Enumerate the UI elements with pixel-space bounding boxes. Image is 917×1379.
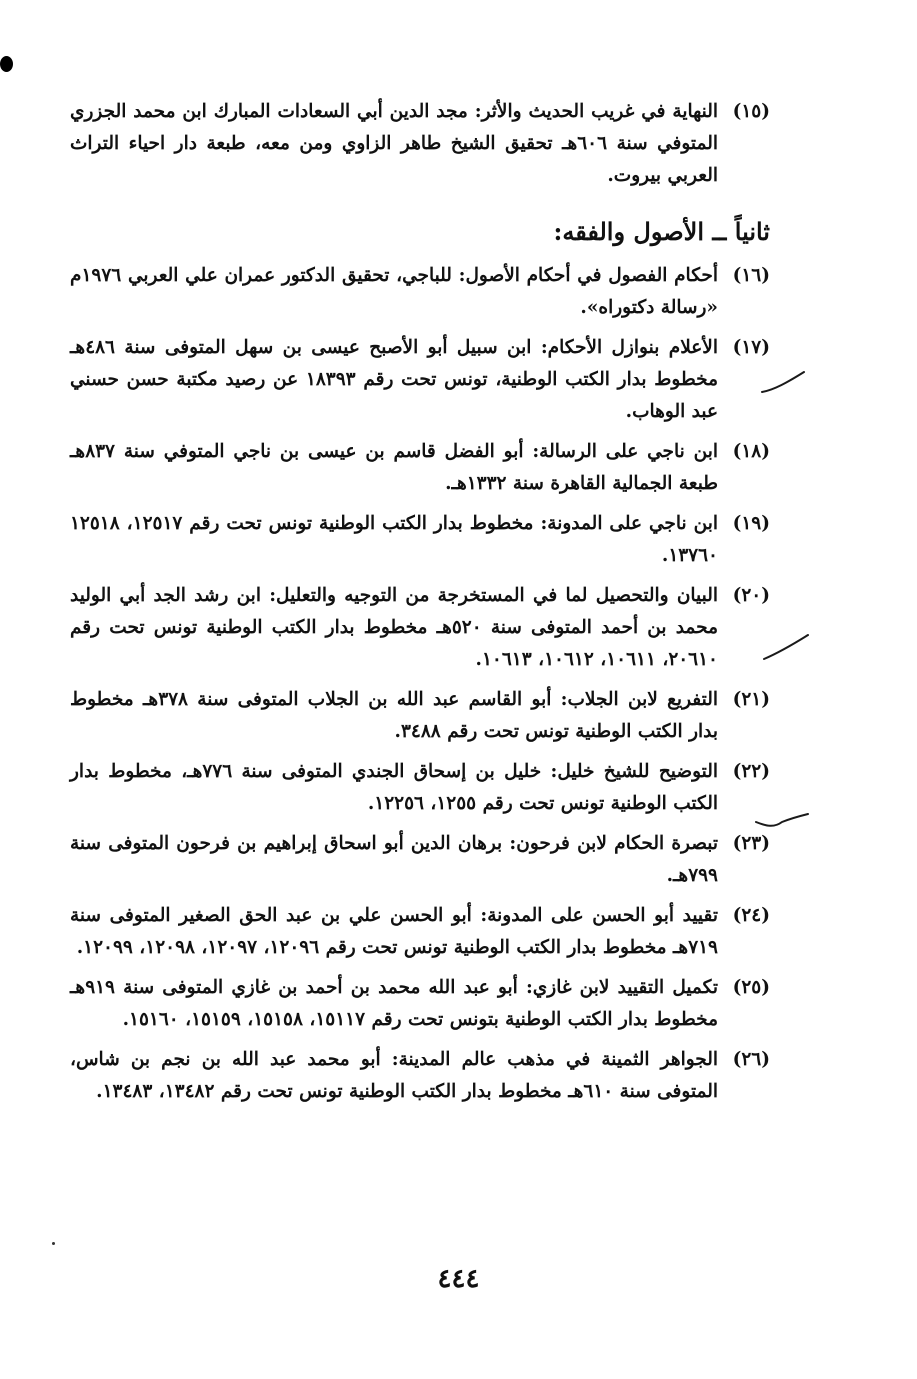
page-number: ٤٤٤ [437,1264,480,1294]
bibliography-entry-26 [70,1044,770,1108]
entry-number: (٢٥) [732,977,770,998]
ink-dot [52,1242,55,1245]
pen-tick-mark [758,360,808,400]
entry-text: النهاية في غريب الحديث والأثر: مجد الدين أبي السعادات المبارك ابن محمد الجزري المتوفي سنة ٦٠٦هـ تحقيق الشيخ طاهر الزاوي ومن معه، طبعة دار احياء التراث العربي بيروت. [70,101,718,186]
pen-tick-mark [760,625,812,665]
bibliography-entry-24 [70,900,770,964]
bibliography-entry-25 [70,972,770,1036]
entry-text: تكميل التقييد لابن غازي: أبو عبد الله محمد بن أحمد بن غازي المتوفى سنة ٩١٩هـ مخطوط بدار الكتب الوطنية بتونس تحت رقم ١٥١١٧، ١٥١٥٨، ١٥١٥٩، ١٥١٦٠. [70,977,718,1030]
bibliography-entry-20 [70,580,770,676]
entry-number: (١٦) [732,265,770,286]
entry-number: (٢٦) [732,1049,770,1070]
bibliography-entry-18 [70,436,770,500]
entry-number: (١٩) [732,513,770,534]
bibliography-entry-19 [70,508,770,572]
entry-number: (١٥) [732,101,770,122]
entry-text: البيان والتحصيل لما في المستخرجة من التوجيه والتعليل: ابن رشد الجد أبي الوليد محمد بن أحمد المتوفى سنة ٥٢٠هـ مخطوط بدار الكتب الوطنية تونس تحت رقم ٢٠٦١٠، ١٠٦١١، ١٠٦١٢، ١٠٦١٣. [70,585,718,670]
entry-text: التوضيح للشيخ خليل: خليل بن إسحاق الجندي المتوفى سنة ٧٧٦هـ، مخطوط بدار الكتب الوطنية تونس تحت رقم ١٢٥٥، ١٢٢٥٦. [70,761,719,814]
bibliography-entry-22 [70,756,770,820]
entry-number: (٢١) [732,689,770,710]
bibliography-entry-23 [70,828,770,892]
entry-number: (٢٤) [732,905,770,926]
pen-tick-mark [752,800,812,834]
entry-number: (٢٠) [732,585,770,606]
bibliography-column [70,96,770,1116]
entry-text: تبصرة الحكام لابن فرحون: برهان الدين أبو اسحاق إبراهيم بن فرحون المتوفى سنة ٧٩٩هـ. [70,833,718,886]
entry-text: الأعلام بنوازل الأحكام: ابن سبيل أبو الأصبح عيسى بن سهل المتوفى سنة ٤٨٦هـ مخطوط بدار الكتب الوطنية، تونس تحت رقم ١٨٣٩٣ عن رصيد مكتبة حسن حسني عبد الوهاب. [70,337,718,422]
entry-text: أحكام الفصول في أحكام الأصول: للباجي، تحقيق الدكتور عمران علي العربي ١٩٧٦م «رسالة دكتوراه». [70,265,718,318]
entry-text: الجواهر الثمينة في مذهب عالم المدينة: أبو محمد عبد الله بن نجم بن شاس، المتوفى سنة ٦١٠هـ مخطوط بدار الكتب الوطنية تونس تحت رقم ١٣٤٨٢، ١٣٤٨٣. [70,1049,718,1102]
bibliography-entry-16 [70,260,770,324]
entry-text: تقييد أبو الحسن على المدونة: أبو الحسن علي بن عبد الحق الصغير المتوفى سنة ٧١٩هـ مخطوط بدار الكتب الوطنية تونس تحت رقم ١٢٠٩٦، ١٢٠٩٧، ١٢٠٩٨، ١٢٠٩٩. [70,905,718,958]
bibliography-entry-17 [70,332,770,428]
entry-number: (٢٢) [732,761,770,782]
ink-speck [0,56,13,72]
section-heading: ثانياً ــ الأصول والفقه: [553,217,770,246]
entry-text: التفريع لابن الجلاب: أبو القاسم عبد الله بن الجلاب المتوفى سنة ٣٧٨هـ مخطوط بدار الكتب الوطنية تونس تحت رقم ٣٤٨٨. [70,689,718,742]
entry-text: ابن ناجي على الرسالة: أبو الفضل قاسم بن عيسى بن ناجي المتوفي سنة ٨٣٧هـ طبعة الجمالية القاهرة سنة ١٣٣٢هـ. [70,441,718,494]
bibliography-entry-15 [70,96,770,192]
entry-number: (٢٣) [732,833,770,854]
entry-number: (١٨) [732,441,770,462]
entry-text: ابن ناجي على المدونة: مخطوط بدار الكتب الوطنية تونس تحت رقم ١٢٥١٧، ١٢٥١٨ ١٣٧٦٠. [70,513,718,566]
entry-number: (١٧) [732,337,770,358]
bibliography-entry-21 [70,684,770,748]
